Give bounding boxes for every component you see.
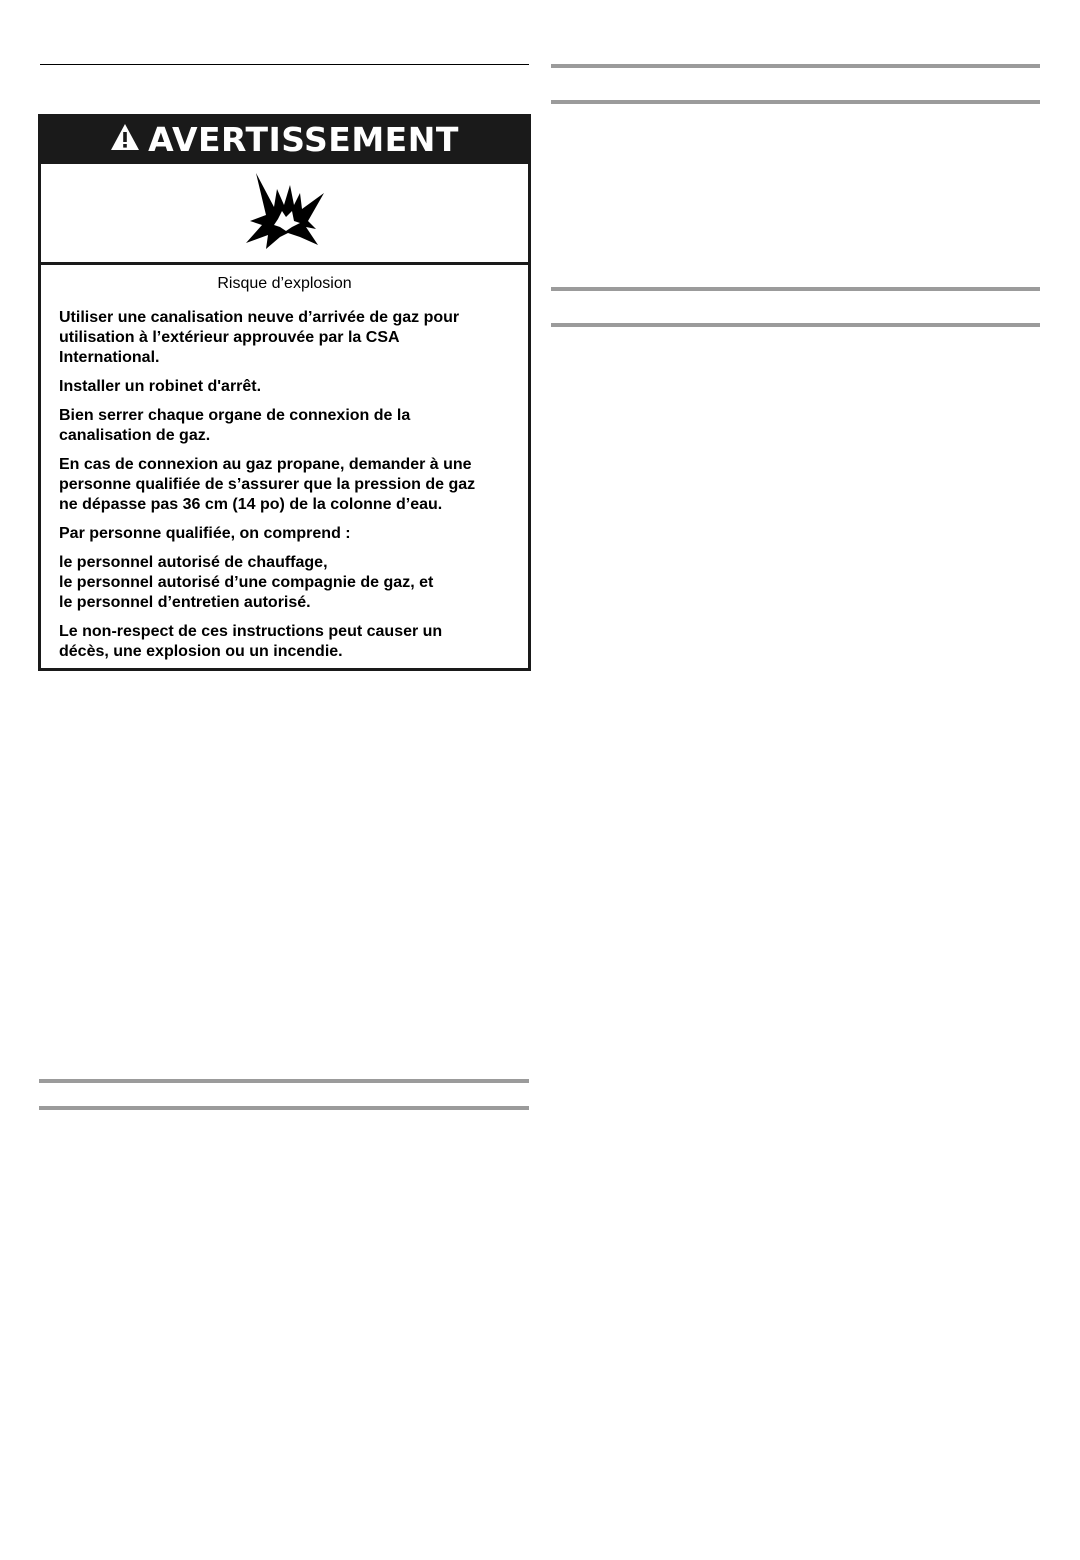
explosion-icon (244, 171, 326, 256)
warning-line: International. (59, 349, 160, 366)
warning-line: ne dépasse pas 36 cm (14 po) de la colonne d’eau. (59, 496, 443, 513)
warning-line: canalisation de gaz. (59, 427, 211, 444)
signal-word: AVERTISSEMENT (148, 119, 459, 159)
warning-paragraph (59, 377, 510, 397)
warning-box (38, 114, 531, 671)
warning-triangle-icon (110, 123, 140, 156)
hazard-icon-area (41, 161, 528, 265)
right-section-rule-1b (551, 100, 1040, 104)
warning-line: le personnel autorisé d’une compagnie de gaz, et (59, 574, 434, 591)
warning-line: Par personne qualifiée, on comprend : (59, 525, 351, 542)
warning-line: En cas de connexion au gaz propane, demander à une (59, 456, 472, 473)
warning-body (41, 265, 528, 662)
warning-line: le personnel autorisé de chauffage, (59, 554, 328, 571)
right-section-rule-2a (551, 287, 1040, 291)
warning-line: utilisation à l’extérieur approuvée par la CSA (59, 329, 400, 346)
warning-line: Installer un robinet d'arrêt. (59, 378, 262, 395)
warning-paragraph (59, 308, 510, 368)
warning-line: Utiliser une canalisation neuve d’arrivée de gaz pour (59, 309, 460, 326)
warning-line: Le non-respect de ces instructions peut causer un (59, 623, 443, 640)
left-section-rule-a (39, 1079, 529, 1083)
hazard-title: Risque d’explosion (217, 275, 352, 292)
warning-line: Bien serrer chaque organe de connexion de la (59, 407, 411, 424)
warning-paragraph (59, 553, 510, 613)
warning-line: personne qualifiée de s’assurer que la pression de gaz (59, 476, 476, 493)
warning-line: le personnel d’entretien autorisé. (59, 594, 311, 611)
left-top-rule (40, 64, 529, 65)
right-section-rule-1a (551, 64, 1040, 68)
warning-line: décès, une explosion ou un incendie. (59, 643, 343, 660)
warning-header (41, 117, 528, 161)
right-section-rule-2b (551, 323, 1040, 327)
warning-paragraph (59, 622, 510, 662)
warning-paragraph (59, 455, 510, 515)
left-section-rule-b (39, 1106, 529, 1110)
warning-paragraph (59, 524, 510, 544)
warning-paragraph (59, 406, 510, 446)
